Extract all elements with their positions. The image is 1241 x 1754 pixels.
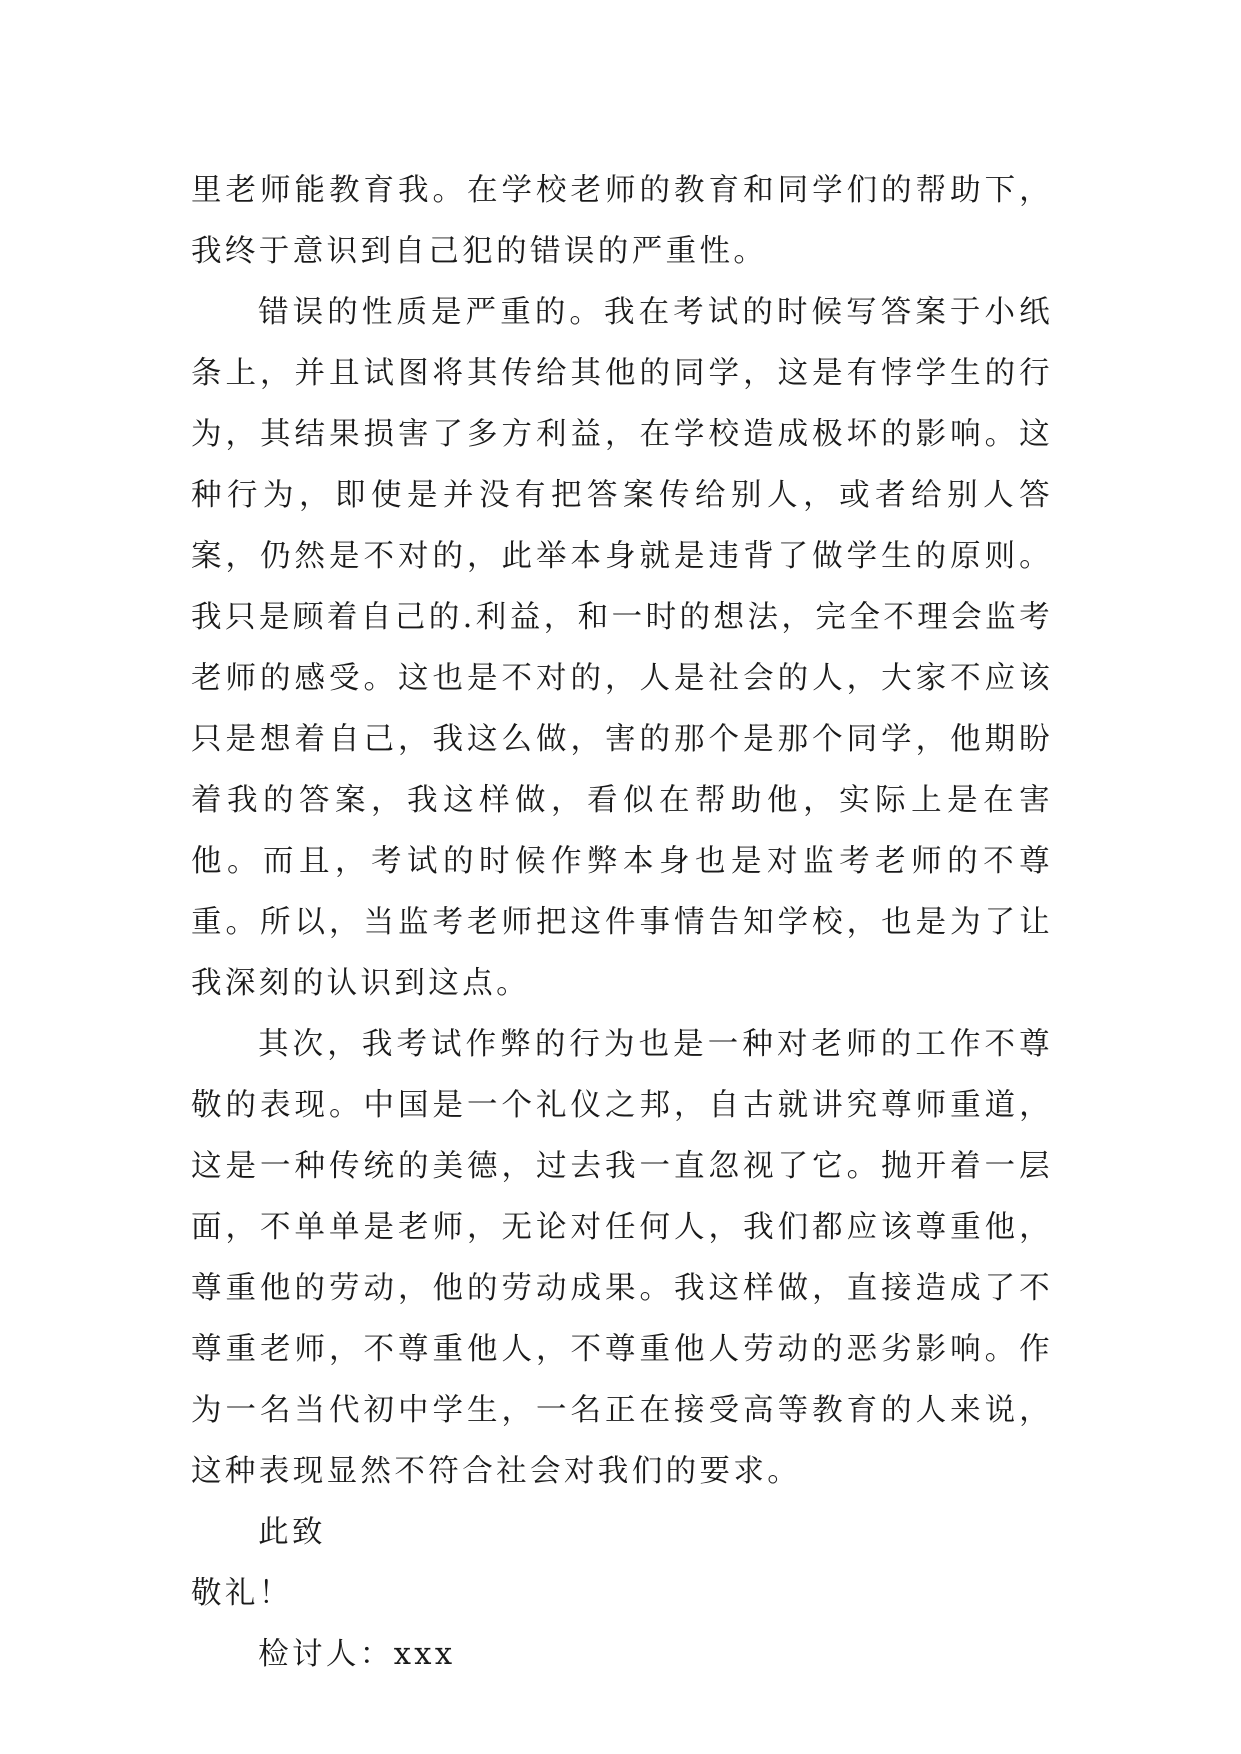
paragraph-1: 错误的性质是严重的。我在考试的时候写答案于小纸条上，并且试图将其传给其他的同学，这是有悖学生的行为，其结果损害了多方利益，在学校造成极坏的影响。这种行为，即使是并没有把答案传给别人，或者给别人答案，仍然是不对的，此举本身就是违背了做学生的原则。我只是顾着自己的.利益，和一时的想法，完全不理会监考老师的感受。这也是不对的，人是社会的人，大家不应该只是想着自己，我这么做，害的那个是那个同学，他期盼着我的答案，我这样做，看似在帮助他，实际上是在害他。而且，考试的时候作弊本身也是对监考老师的不尊重。所以，当监考老师把这件事情告知学校，也是为了让我深刻的认识到这点。 <box>191 295 1053 1001</box>
salutation-text: 敬礼！ <box>191 1576 293 1611</box>
continuation-paragraph: 里老师能教育我。在学校老师的教育和同学们的帮助下，我终于意识到自己犯的错误的严重性。 <box>191 173 1053 269</box>
closing-text: 此致 <box>258 1515 326 1550</box>
paragraph-2: 其次，我考试作弊的行为也是一种对老师的工作不尊敬的表现。中国是一个礼仪之邦，自古就讲究尊师重道，这是一种传统的美德，过去我一直忽视了它。抛开着一层面，不单单是老师，无论对任何人，我们都应该尊重他，尊重他的劳动，他的劳动成果。我这样做，直接造成了不尊重老师，不尊重他人，不尊重他人劳动的恶劣影响。作为一名当代初中学生，一名正在接受高等教育的人来说，这种表现显然不符合社会对我们的要求。 <box>191 1027 1053 1489</box>
document-body <box>191 160 1053 1685</box>
signature-line: 检讨人：xxx <box>258 1637 456 1672</box>
